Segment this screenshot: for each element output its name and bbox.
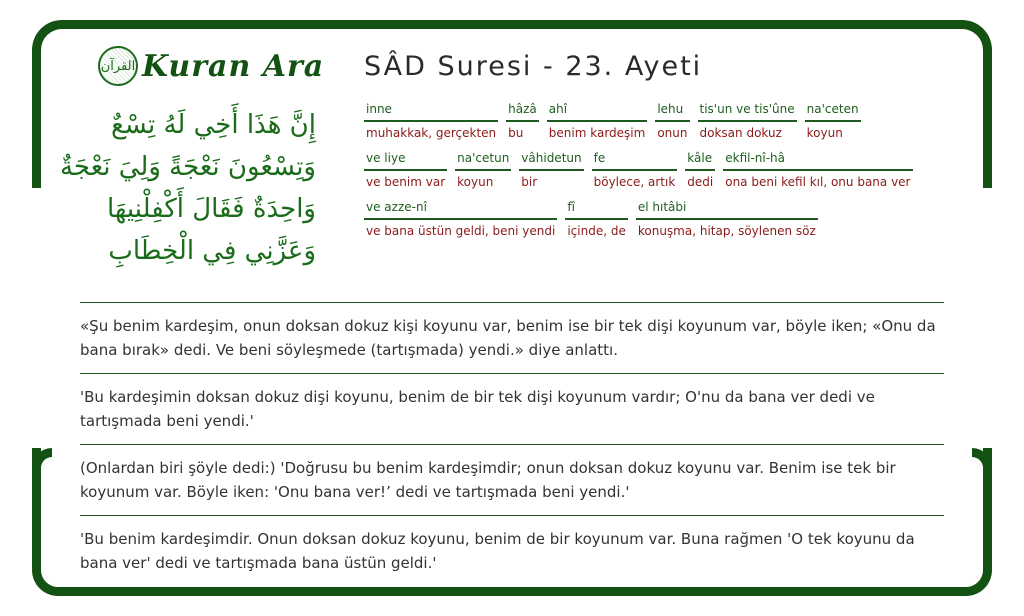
word-meaning: koyun (806, 126, 843, 140)
word-meaning: ve bana üstün geldi, beni yendi (366, 224, 556, 238)
word-transliteration: tis'un ve tis'ûne (698, 100, 797, 122)
word-item (565, 198, 628, 240)
word-item (655, 100, 689, 142)
word-item (364, 149, 447, 191)
word-item (723, 149, 912, 191)
word-transliteration: fî (565, 198, 628, 220)
translations-list (80, 302, 944, 586)
word-transliteration: na'cetun (455, 149, 511, 171)
word-item (805, 100, 861, 142)
translation-item: (Onlardan biri şöyle dedi:) 'Doğrusu bu benim kardeşimdir; onun doksan dokuz koyunu var. Benim ise tek bir koyunum var. Böyle iken: 'Onu bana ver!’ dedi ve tartışmada beni yendi.' (80, 444, 944, 515)
word-meaning: böylece, artık (593, 175, 676, 189)
word-item (364, 100, 498, 142)
word-item (364, 198, 557, 240)
word-item (636, 198, 818, 240)
word-transliteration: ahî (547, 100, 648, 122)
word-item (506, 100, 539, 142)
word-transliteration: lehu (655, 100, 689, 122)
word-meaning: içinde, de (567, 224, 626, 238)
word-by-word-list (364, 100, 944, 240)
arabic-verse: إِنَّ هَذَا أَخِي لَهُ تِسْعٌ وَتِسْعُونَ نَعْجَةً وَلِيَ نَعْجَةٌ وَاحِدَةٌ فَقَالَ أَكْفِلْنِيهَا وَعَزَّنِي فِي الْخِطَابِ (59, 110, 316, 266)
word-meaning: muhakkak, gerçekten (366, 126, 497, 140)
translation-item: «Şu benim kardeşim, onun doksan dokuz kişi koyunu var, benim ise bir tek dişi koyunum var, böyle iken; «Onu da bana bırak» dedi. Ve beni söyleşmede (tartışmada) yendi.» diye anlattı. (80, 302, 944, 373)
word-item (698, 100, 797, 142)
word-meaning: doksan dokuz (699, 126, 782, 140)
word-item (519, 149, 583, 191)
word-transliteration: na'ceten (805, 100, 861, 122)
word-meaning: dedi (687, 175, 714, 189)
word-meaning: benim kardeşim (548, 126, 646, 140)
word-item (455, 149, 511, 191)
word-transliteration: hâzâ (506, 100, 539, 122)
word-item (685, 149, 715, 191)
word-transliteration: ve azze-nî (364, 198, 557, 220)
word-item (547, 100, 648, 142)
word-transliteration: vâhidetun (519, 149, 583, 171)
word-meaning: ve benim var (366, 175, 446, 189)
word-transliteration: el hıtâbi (636, 198, 818, 220)
word-meaning: onun (657, 126, 688, 140)
quran-emblem-icon: القرآن (98, 46, 138, 86)
page-title: SÂD Suresi - 23. Ayeti (364, 51, 703, 82)
translation-item: 'Bu benim kardeşimdir. Onun doksan dokuz koyunu, benim de bir koyunum var. Buna rağmen 'O tek koyunu da bana ver' dedi ve tartışmada bana üstün geldi.' (80, 515, 944, 586)
word-transliteration: kâle (685, 149, 715, 171)
word-meaning: ona beni kefil kıl, onu bana ver (725, 175, 911, 189)
word-transliteration: ve liye (364, 149, 447, 171)
word-meaning: konuşma, hitap, söylenen söz (637, 224, 816, 238)
word-meaning: bu (508, 126, 524, 140)
word-item (592, 149, 678, 191)
site-logo-link[interactable] (98, 46, 324, 86)
word-meaning: bir (521, 175, 538, 189)
word-transliteration: inne (364, 100, 498, 122)
logo-text: Kuran Ara (142, 48, 325, 84)
translation-item: 'Bu kardeşimin doksan dokuz dişi koyunu, benim de bir tek dişi koyunum vardır; O'nu da bana ver dedi ve tartışmada beni yendi.' (80, 373, 944, 444)
word-meaning: koyun (457, 175, 494, 189)
word-transliteration: fe (592, 149, 678, 171)
word-transliteration: ekfil-nî-hâ (723, 149, 912, 171)
